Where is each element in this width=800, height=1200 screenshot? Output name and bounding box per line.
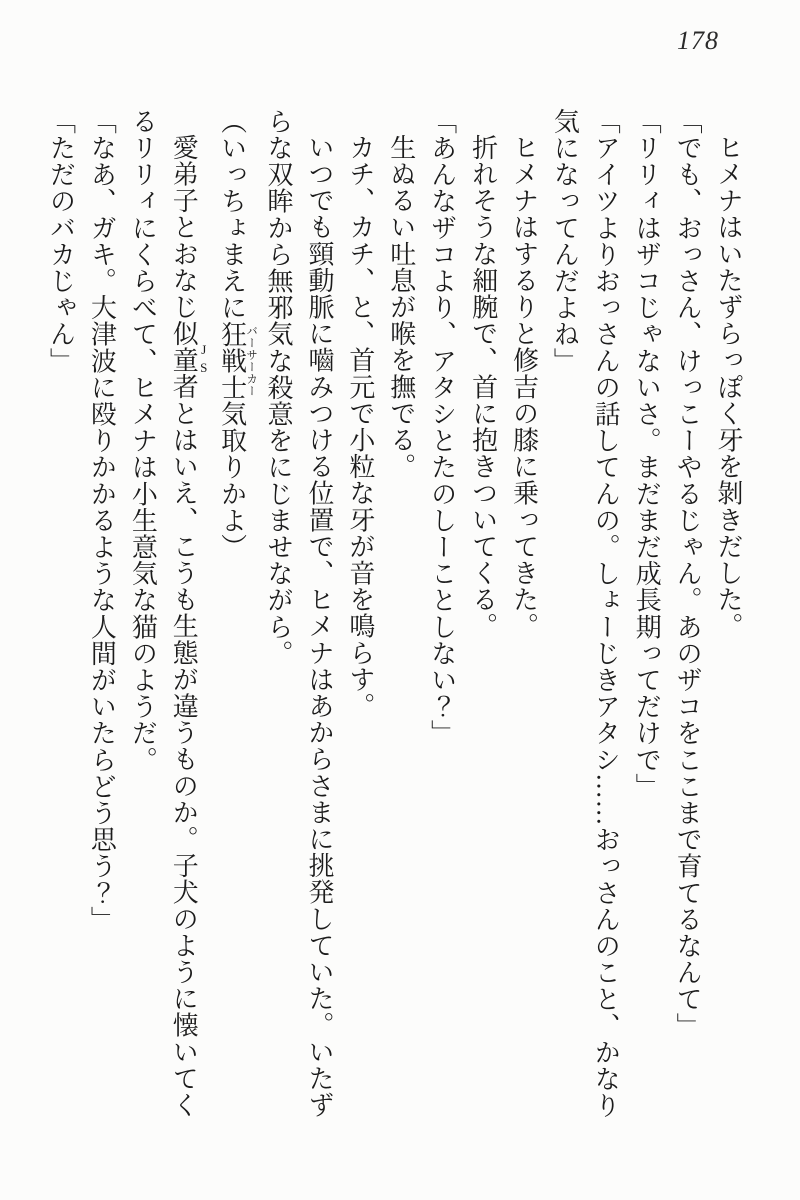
- text-column-1: ヒメナはいたずらっぽく牙を剝きだした。: [714, 134, 743, 640]
- furigana-ruby: 似童者JS: [169, 320, 212, 401]
- text-column-2: 「でも、おっさん、けっこーやるじゃん。あのザコをここまで育てるなんて」: [673, 108, 703, 1039]
- text-column-10: カチ、カチ、と、首元で小粒な牙が音を鳴らす。: [345, 134, 375, 720]
- page-number: 178: [677, 26, 719, 55]
- text-column-13: （いっちょまえに狂戦士バーサーカー気取りかよ）: [217, 108, 258, 561]
- text-column-11: いつでも頸動脈に嚙みつける位置で、ヒメナはあからさまに挑発していた。いたず: [304, 134, 334, 1119]
- text-columns: [40, 108, 748, 1124]
- text-column-12: らな双眸から無邪気な殺意をにじませながら。: [264, 108, 294, 667]
- text-column-7: 折れそうな細腕で、首に抱きついてくる。: [468, 134, 498, 640]
- text-column-5: 気になってんだよね」: [550, 108, 580, 374]
- text-column-3: 「リリィはザコじゃないさ。まだまだ成長期ってだけで」: [632, 108, 662, 800]
- text-column-4: 「アイツよりおっさんの話してんの。しょーじきアタシ……おっさんのこと、かなり: [591, 108, 621, 1119]
- furigana-ruby: 狂戦士バーサーカー: [217, 320, 258, 401]
- text-column-16: 「なあ、ガキ。大津波に殴りかかるような人間がいたらどう思う？」: [87, 108, 117, 933]
- text-column-14: 愛弟子とおなじ似童者JSとはいえ、こうも生態が違うものか。子犬のように懐いてく: [169, 134, 212, 1119]
- text-column-9: 生ぬるい吐息が喉を撫でる。: [386, 134, 416, 480]
- text-column-15: るリリィにくらべて、ヒメナは小生意気な猫のようだ。: [128, 108, 158, 773]
- text-column-17: 「ただのバカじゃん」: [46, 108, 76, 374]
- text-column-8: 「あんなザコより、アタシとたのしーことしない？」: [427, 108, 457, 747]
- text-column-6: ヒメナはするりと修吉の膝に乗ってきた。: [509, 134, 539, 640]
